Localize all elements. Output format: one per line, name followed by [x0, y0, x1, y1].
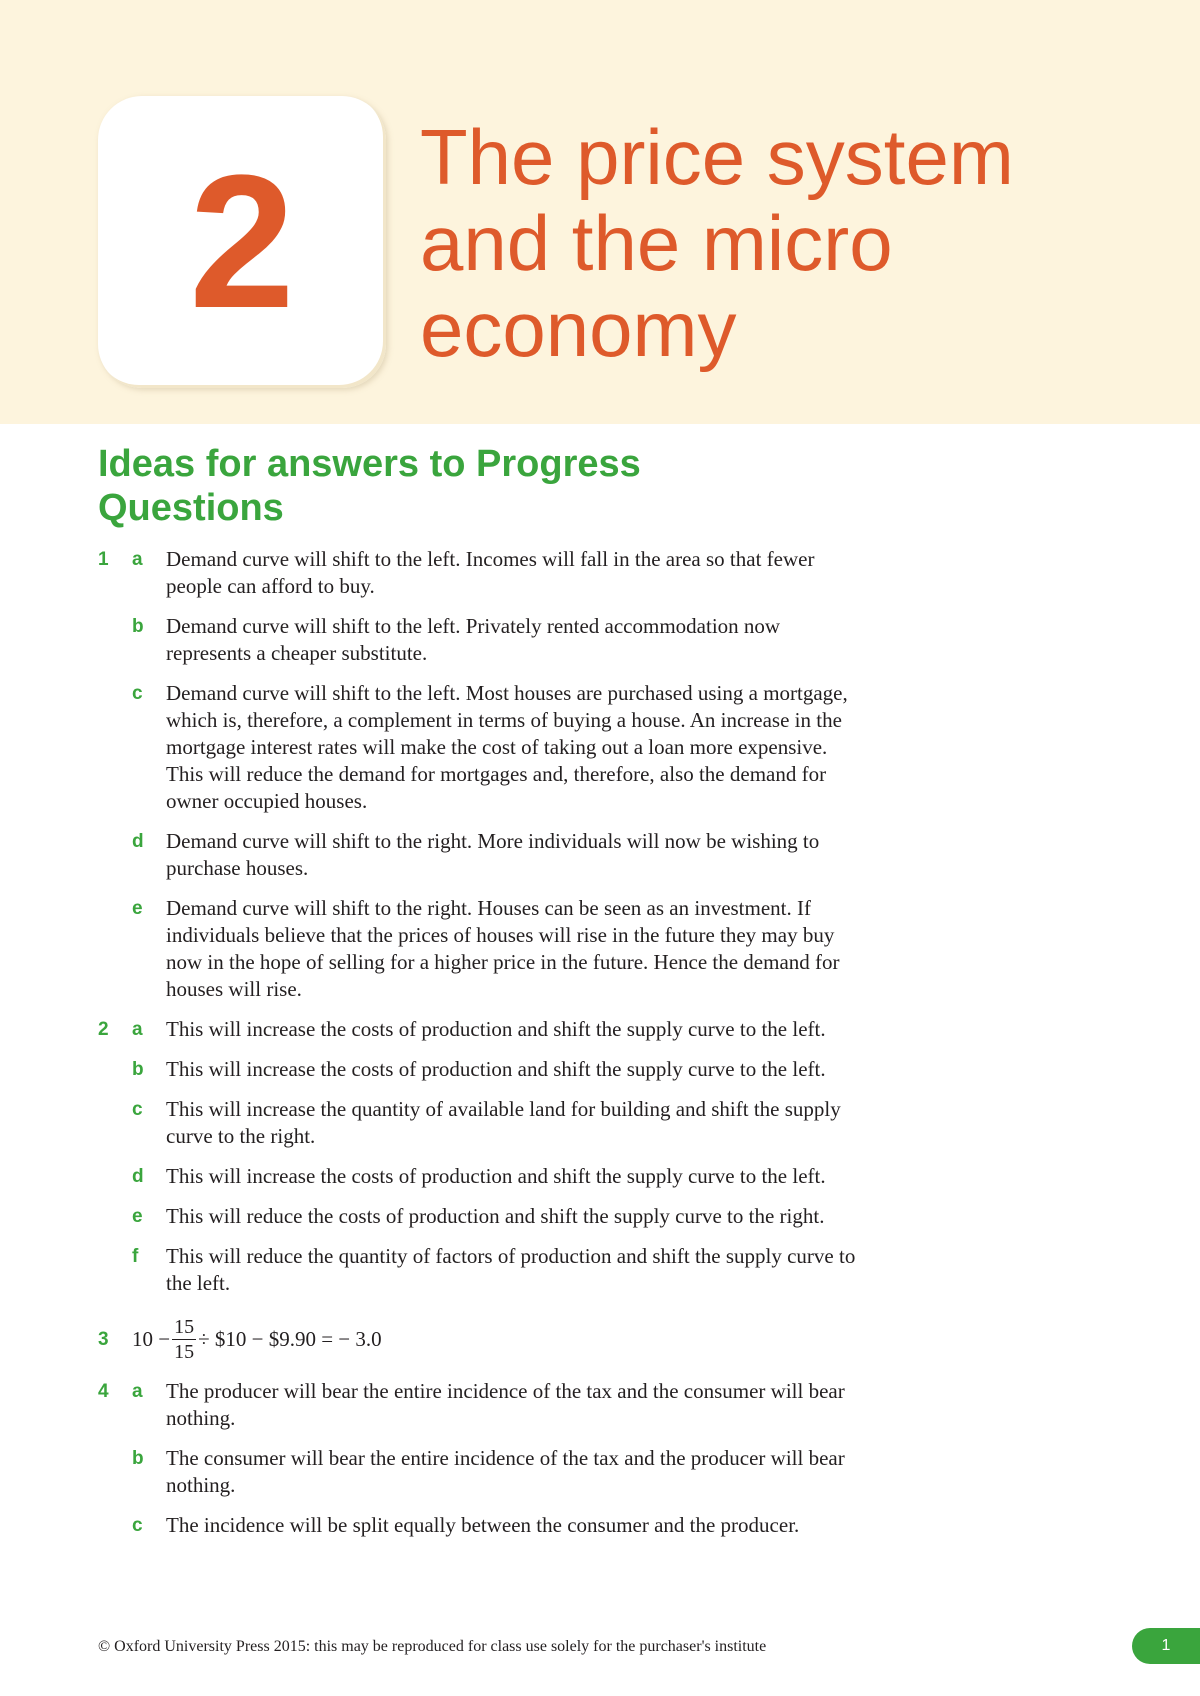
answer-letter: c	[132, 1515, 143, 1536]
answer-2b	[98, 1056, 858, 1083]
answer-letter: e	[132, 898, 143, 919]
formula	[132, 1315, 382, 1364]
answer-text: Demand curve will shift to the left. Privately rented accommodation now represents a cheaper substitute.	[166, 614, 781, 665]
answer-text: Demand curve will shift to the left. Incomes will fall in the area so that fewer people can afford to buy.	[166, 547, 815, 598]
answer-4b	[98, 1445, 858, 1499]
fraction	[172, 1315, 196, 1364]
answer-1a	[98, 546, 858, 600]
answer-text: Demand curve will shift to the right. More individuals will now be wishing to purchase houses.	[166, 829, 820, 880]
question-number: 4	[98, 1381, 109, 1402]
answer-letter: f	[132, 1246, 139, 1267]
answer-letter: d	[132, 1166, 144, 1187]
section-heading-line-1: Ideas for answers to Progress	[98, 443, 641, 485]
answer-2f	[98, 1243, 858, 1297]
section-heading-line-2: Questions	[98, 487, 284, 529]
answer-letter: b	[132, 1448, 144, 1469]
answer-letter: c	[132, 683, 143, 704]
chapter-title-line-3: economy	[420, 285, 737, 373]
chapter-title-line-1: The price system	[420, 113, 1014, 201]
question-number: 2	[98, 1019, 109, 1040]
answer-letter: e	[132, 1206, 143, 1227]
chapter-number-tile	[98, 96, 386, 388]
answer-letter: b	[132, 1059, 144, 1080]
answer-text: This will increase the costs of production and shift the supply curve to the left.	[166, 1057, 826, 1081]
formula-lead: 10 −	[132, 1326, 171, 1351]
copyright-notice: © Oxford University Press 2015: this may be reproduced for class use solely for the purchaser's institute	[98, 1638, 767, 1655]
answer-letter: a	[132, 1381, 143, 1402]
answer-1d	[98, 828, 858, 882]
answer-2d	[98, 1163, 858, 1190]
answer-text: Demand curve will shift to the left. Most houses are purchased using a mortgage, which is, therefore, a complement in terms of buying a house. An increase in the mortgage interest rates will make the cost of taking out a loan more expensive. This will reduce the demand for mortgages and, therefore, also the demand for owner occupied houses.	[166, 681, 848, 813]
answer-letter: a	[132, 549, 143, 570]
answer-text: This will increase the quantity of available land for building and shift the supply curve to the right.	[166, 1097, 841, 1148]
answer-letter: b	[132, 616, 144, 637]
chapter-number: 2	[189, 136, 295, 348]
answer-2c	[98, 1096, 858, 1150]
answer-text: This will increase the costs of production and shift the supply curve to the left.	[166, 1017, 826, 1041]
chapter-title-line-2: and the micro	[420, 199, 893, 287]
answer-4c	[98, 1512, 858, 1539]
page-number: 1	[1132, 1628, 1200, 1664]
answer-letter: a	[132, 1019, 143, 1040]
answers-list	[98, 546, 858, 1552]
answer-text: Demand curve will shift to the right. Houses can be seen as an investment. If individuals believe that the prices of houses will rise in the future they may buy now in the hope of selling for a higher price in the future. Hence the demand for houses will rise.	[166, 896, 840, 1001]
question-number: 3	[98, 1328, 109, 1350]
answer-text: The producer will bear the entire incidence of the tax and the consumer will bear nothing.	[166, 1379, 845, 1430]
answer-2a	[98, 1016, 858, 1043]
answer-2e	[98, 1203, 858, 1230]
answer-text: The incidence will be split equally between the consumer and the producer.	[166, 1513, 800, 1537]
answer-text: This will increase the costs of production and shift the supply curve to the left.	[166, 1164, 826, 1188]
section-heading	[98, 442, 858, 530]
formula-tail: ÷ $10 − $9.90 = − 3.0	[198, 1326, 382, 1351]
answer-1c	[98, 680, 858, 815]
answer-3	[98, 1310, 858, 1368]
answer-text: The consumer will bear the entire incidence of the tax and the producer will bear nothing.	[166, 1446, 845, 1497]
fraction-numerator: 15	[174, 1315, 195, 1338]
answer-letter: c	[132, 1099, 143, 1120]
answer-text: This will reduce the costs of production and shift the supply curve to the right.	[166, 1204, 825, 1228]
answer-1e	[98, 895, 858, 1003]
answer-letter: d	[132, 831, 144, 852]
chapter-title	[420, 114, 1180, 372]
answer-text: This will reduce the quantity of factors of production and shift the supply curve to the left.	[166, 1244, 856, 1295]
header-band	[0, 0, 1200, 424]
question-number: 1	[98, 549, 109, 570]
answer-1b	[98, 613, 858, 667]
answer-4a	[98, 1378, 858, 1432]
fraction-denominator: 15	[174, 1340, 195, 1363]
